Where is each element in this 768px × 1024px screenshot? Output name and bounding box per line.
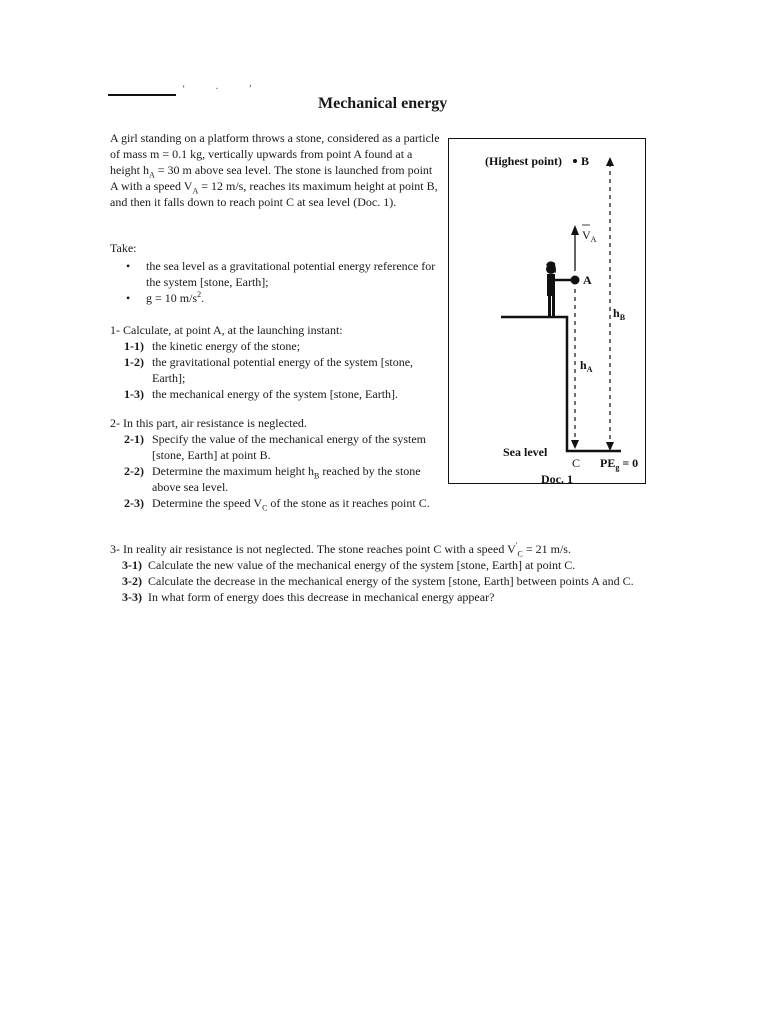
platform-cliff-outline — [501, 317, 621, 451]
girl-figure — [546, 261, 571, 318]
header-rule — [108, 94, 176, 96]
sea-level-label: Sea level — [503, 445, 548, 459]
question-2-head: 2- In this part, air resistance is neglected. — [110, 416, 307, 430]
intro-paragraph: A girl standing on a platform throws a stone, considered as a particle of mass m = 0.1 kg, vertically upwards from point A found at a height $h_A = 30$ m above sea level. The stone is launched from point A with a speed $V_A = 12$ m/s, reaches its maximum height at point B, and then it falls down to reach point C at sea level (Doc. 1). — [110, 131, 440, 209]
question-2-1: 2-1) Specify the value of the mechanical energy of the system [stone, Earth] at point B. — [124, 432, 427, 462]
question-1-2: 1-2) the gravitational potential energy of the system [stone, Earth]; — [124, 355, 414, 385]
point-a-label: A — [583, 273, 592, 287]
question-2 — [110, 415, 440, 511]
hb-label: $h_B$ — [613, 306, 626, 322]
doc-1-diagram — [449, 139, 647, 485]
pe-reference-label: $PE_g = 0$ — [600, 456, 639, 472]
highest-point-label: (Highest point) — [485, 154, 563, 168]
take-label: Take: — [110, 241, 137, 255]
question-1-head: 1- Calculate, at point A, at the launching instant: — [110, 323, 343, 337]
question-2-2: 2-2) Determine the maximum height $h_B$ reached by the stone above sea level. — [124, 464, 421, 494]
hb-arrow-up — [606, 157, 614, 166]
header-marks: ‘·’ — [182, 84, 282, 95]
take-block — [110, 240, 440, 306]
question-3-3: 3-3) In what form of energy does this decrease in mechanical energy appear? — [122, 590, 495, 604]
question-1 — [110, 322, 440, 402]
point-b-label: B — [581, 154, 590, 168]
question-3-2: 3-2) Calculate the decrease in the mechanical energy of the system [stone, Earth] between points A and C. — [122, 574, 634, 588]
question-1-3: 1-3) the mechanical energy of the system [stone, Earth]. — [124, 387, 399, 401]
question-2-3: 2-3) Determine the speed $V_C$ of the stone as it reaches point C. — [124, 496, 430, 513]
doc-caption: Doc. 1 — [541, 472, 573, 485]
va-label: $V_A$ — [582, 228, 597, 244]
hb-arrow-down — [606, 442, 614, 451]
take-bullet-1: • the sea level as a gravitational potential energy reference for the system [stone, Earth]; — [126, 259, 436, 289]
question-1-1: 1-1) the kinetic energy of the stone; — [124, 339, 301, 353]
stone-at-a — [571, 276, 580, 285]
ha-label: $h_A$ — [580, 358, 593, 374]
va-arrow-head — [571, 225, 579, 235]
point-b-dot — [573, 159, 577, 163]
point-c-label: C — [572, 456, 581, 470]
page-title: Mechanical energy — [318, 95, 448, 112]
doc-1-figure — [448, 138, 646, 484]
take-bullet-2: • g = 10 $m/s^2$. — [126, 290, 205, 305]
ha-arrow-down — [571, 440, 579, 449]
question-3 — [110, 541, 650, 605]
question-3-1: 3-1) Calculate the new value of the mechanical energy of the system [stone, Earth] at point C. — [122, 558, 576, 572]
question-3-head: 3- In reality air resistance is not neglected. The stone reaches point C with a speed $V'_C = 21$ m/s. — [110, 541, 571, 559]
